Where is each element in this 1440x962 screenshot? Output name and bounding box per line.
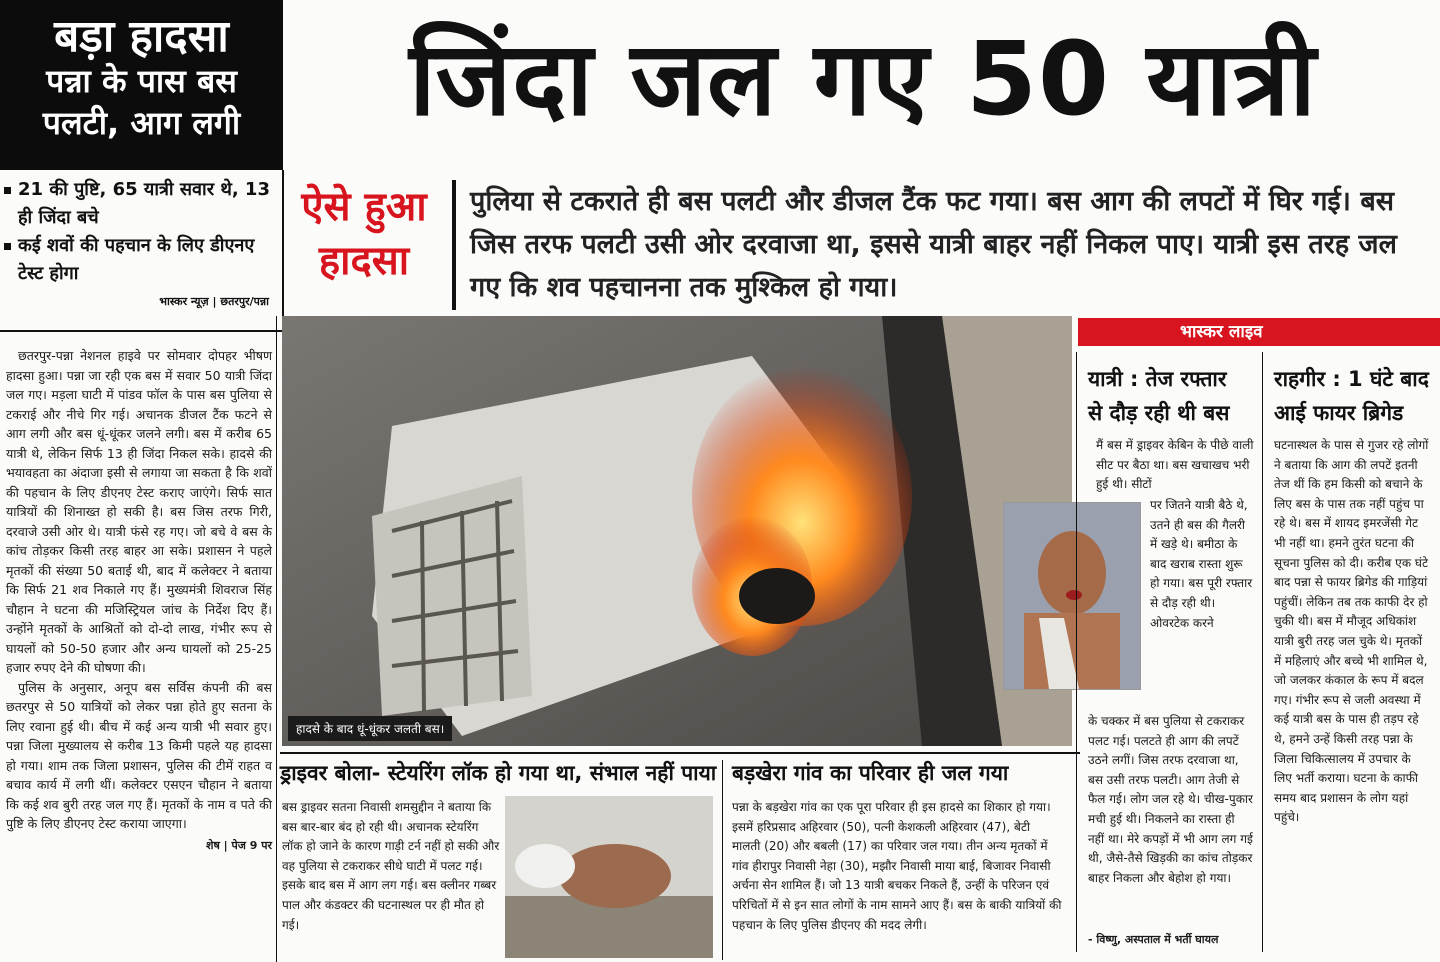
divider <box>0 330 282 332</box>
subhead-block <box>0 176 283 326</box>
continued-ref: शेष | पेज 9 पर <box>206 838 272 852</box>
column-divider <box>1262 352 1263 952</box>
live-left-credit: - विष्णु, अस्पताल में भर्ती घायल <box>1088 933 1219 946</box>
bus-fire-photo <box>282 316 1072 746</box>
kicker-line-3: पलटी, आग लगी <box>42 104 241 142</box>
live-left-side: पर जितने यात्री बैठे थे, उतने ही बस की गैलरी में खड़े थे। बमीठा के बाद खराब रास्ता शुरू हो गया। बस पूरी रफ्तार से दौड़ रही थी। ओवरटेक करने <box>1150 498 1253 630</box>
kicker-line-2: पन्ना के पास बस <box>46 62 237 100</box>
live-right-head-2: आई फायर ब्रिगेड <box>1274 401 1404 425</box>
column-divider <box>276 316 277 962</box>
subhead-1: 21 की पुष्टि, 65 यात्री सवार थे, 13 ही जिंदा बचे <box>0 176 283 232</box>
live-right-head <box>1274 362 1440 430</box>
column-divider <box>1076 352 1077 952</box>
live-right-head-1: राहगीर : 1 घंटे बाद <box>1274 367 1429 391</box>
family-headline: बड़खेरा गांव का परिवार ही जल गया <box>732 761 1009 785</box>
driver-photo <box>505 796 713 958</box>
live-left-top: मैं बस में ड्राइवर केबिन के पीछे वाली सीट पर बैठा था। बस खचाखच भरी हुई थी। सीटों <box>1096 438 1254 492</box>
photo-caption: हादसे के बाद धूं-धूंकर जलती बस। <box>288 716 452 741</box>
main-article <box>6 346 272 855</box>
how-label-2: हादसा <box>318 238 410 284</box>
byline: भास्कर न्यूज़ | छतरपुर/पन्ना <box>159 295 269 308</box>
live-right-text: घटनास्थल के पास से गुजर रहे लोगों ने बताया कि आग की लपटें इतनी तेज थीं कि हम किसी को बचाने के लिए बस के पास तक नहीं पहुंच पा रहे थे। बस में शायद इमरजेंसी गेट भी नहीं था। हमने तुरंत घटना की सूचना पुलिस को दी। करीब एक घंटे बाद पन्ना से फायर ब्रिगेड की गाड़ियां पहुंचीं। लेकिन तब तक काफी देर हो चुकी थी। बस में मौजूद अधिकांश यात्री बुरी तरह जल चुके थे। मृतकों में महिलाएं और बच्चे भी शामिल थे, जो जलकर कंकाल के रूप में बदल गए। गंभीर रूप से जली अवस्था में कई यात्री बस के पास ही तड़प रहे थे, हमने उन्हें किसी तरह पन्ना के जिला चिकित्सालय में उपचार के लिए भर्ती कराया। घटना के काफी समय बाद प्रशासन के लोग यहां पहुंचे। <box>1274 438 1429 825</box>
kicker-box <box>0 0 283 170</box>
divider <box>282 170 284 330</box>
live-left-head-1: यात्री : तेज रफ्तार <box>1088 367 1227 391</box>
how-text: पुलिया से टकराते ही बस पलटी और डीजल टैंक फट गया। बस आग की लपटों में घिर गई। बस जिस तरफ पलटी उसी ओर दरवाजा था, इससे यात्री बाहर नहीं निकल पाए। यात्री इस तरह जल गए कि शव पहचानना तक मुश्किल हो गया। <box>452 180 1422 310</box>
how-label <box>290 180 438 310</box>
bus-fire-illustration <box>282 316 1072 746</box>
driver-text: बस ड्राइवर सतना निवासी शमसुद्दीन ने बताया कि बस बार-बार बंद हो रही थी। अचानक स्टेयरिंग लॉक हो जाने के कारण गाड़ी टर्न नहीं हो सकी और वह पुलिया से टकराकर सीधे घाटी में पलट गई। इसके बाद बस में आग लग गई। बस क्लीनर गब्बर पाल और कंडक्टर की घटनास्थल पर ही मौत हो गई। <box>282 800 500 932</box>
main-article-para-2: पुलिस के अनुसार, अनूप बस सर्विस कंपनी की बस छतरपुर से 50 यात्रियों को लेकर पन्ना होते हुए सतना के लिए रवाना हुई थी। बीच में कई अन्य यात्री भी सवार हुए। पन्ना जिला मुख्यालय से करीब 13 किमी पहले यह हादसा हो गया। शाम तक जिला प्रशासन, पुलिस की टीमें राहत व बचाव कार्य में लगी थीं। कलेक्टर एसएन चौहान ने बताया कि कई शव बुरी तरह जल गए हैं। मृतकों के नाम व पते की पुष्टि के लिए डीएनए टेस्ट कराया जाएगा। <box>6 679 272 831</box>
family-text: पन्ना के बड़खेरा गांव का एक पूरा परिवार ही इस हादसे का शिकार हो गया। इसमें हरिप्रसाद अहिरवार (50), पत्नी केशकली अहिरवार (47), बेटी मालती (20) और बबली (17) का परिवार जल गया। तीन अन्य मृतकों में गांव हीरापुर निवासी नेहा (30), मझौर निवासी माया बाई, बिजावर निवासी अर्चना सेन शामिल हैं। जो 13 यात्री बचकर निकले हैं, उन्हीं के परिजन एवं परिचितों में से इन सात लोगों के नाम सामने आए हैं। बस के बाकी यात्रियों की पहचान के लिए पुलिस डीएनए की मदद लेगी। <box>732 800 1062 932</box>
live-label: भास्कर लाइव <box>1180 322 1263 342</box>
column-divider <box>722 760 723 960</box>
kicker-line-1: बड़ा हादसा <box>54 11 229 62</box>
how-label-1: ऐसे हुआ <box>301 184 427 230</box>
main-article-para-1: छतरपुर-पन्ना नेशनल हाइवे पर सोमवार दोपहर भीषण हादसा हुआ। पन्ना जा रही एक बस में सवार 50 यात्री जिंदा जल गए। मड़ला घाटी में पांडव फॉल के पास बस पुलिया से टकराई और नीचे गिर गई। अचानक डीजल टैंक फटने से आग लगी और बस धूं-धूंकर जलने लगी। बस में करीब 65 यात्री थे, लेकिन सिर्फ 13 ही जिंदा निकल सके। हादसे की भयावहता का अंदाजा इसी से लगाया जा सकता है कि शवों की पहचान के लिए डीएनए टेस्ट कराए जाएंगे। सिर्फ सात यात्रियों की शिनाख्त हो सकी है। बस जिस तरफ गिरी, दरवाजे उसी ओर थे। यात्री फंसे रह गए। जो बचे वे बस के कांच तोड़कर किसी तरह बाहर आ सके। प्रशासन ने पहले मृतकों की संख्या 50 बताई थी, बाद में कलेक्टर ने बताया कि सिर्फ 21 शव निकाले गए हैं। मुख्यमंत्री शिवराज सिंह चौहान ने घटना की मजिस्ट्रियल जांच के निर्देश दिए हैं। उन्होंने मृतकों के आश्रितों को दो-दो लाख, गंभीर रूप से घायलों को 50-50 हजार और अन्य घायलों को 25-25 हजार रुपए देने की घोषणा की। <box>6 348 272 675</box>
divider <box>280 752 1080 754</box>
live-left-bottom: के चक्कर में बस पुलिया से टकराकर पलट गई। पलटते ही आग की लपटें उठने लगीं। जिस तरफ दरवाजा था, बस उसी तरफ पलटी। आग तेजी से फैल गई। लोग जल रहे थे। चीख-पुकार मची हुई थी। निकलने का रास्ता ही नहीं था। मेरे कपड़ों में भी आग लग गई थी, जैसे-तैसे खिड़की का कांच तोड़कर बाहर निकला और बेहोश हो गया। <box>1088 714 1253 885</box>
live-left-head <box>1088 362 1258 430</box>
subhead-2: कई शवों की पहचान के लिए डीएनए टेस्ट होगा <box>0 232 283 288</box>
driver-illustration <box>505 796 713 958</box>
main-headline: जिंदा जल गए 50 यात्री <box>409 20 1317 139</box>
injured-passenger-illustration <box>1004 503 1140 689</box>
injured-passenger-photo <box>1003 502 1141 690</box>
driver-headline: ड्राइवर बोला- स्टेयरिंग लॉक हो गया था, संभाल नहीं पाया <box>280 761 717 785</box>
live-left-head-2: से दौड़ रही थी बस <box>1088 401 1230 425</box>
